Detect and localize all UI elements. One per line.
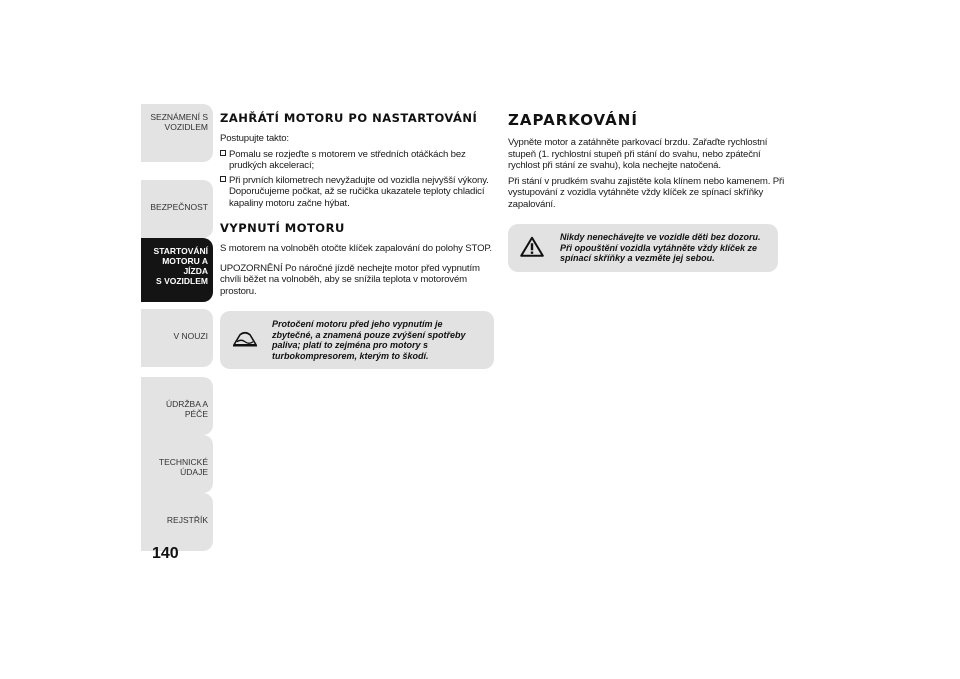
warning-icon bbox=[520, 236, 544, 260]
tab-startovani-motoru[interactable] bbox=[141, 238, 213, 302]
page-number: 140 bbox=[152, 545, 179, 562]
tab-label: BEZPEČNOST bbox=[150, 202, 208, 212]
tab-technicke-udaje[interactable] bbox=[141, 435, 213, 493]
paragraph: UPOZORNĚNÍ Po náročné jízdě nechejte motor před vypnutím chvíli běžet na volnoběh, aby se snížila teplota v motorovém prostoru. bbox=[220, 262, 480, 297]
paragraph: Vypněte motor a zatáhněte parkovací brzdu. Zařaďte rychlostní stupeň (1. rychlostní stupeň při stání do svahu, nebo zpáteční rychlost při stání ze svahu), kola nechejte natočená. bbox=[508, 137, 768, 171]
note-text: Nikdy nenechávejte ve vozidle děti bez dozoru. Při opouštění vozidla vytáhněte vždy klíček ze spínací skříňky a vezměte jej sebou. bbox=[560, 232, 761, 263]
tab-label: SEZNÁMENÍ S VOZIDLEM bbox=[150, 112, 208, 132]
tab-udrzba-a-pece[interactable] bbox=[141, 377, 213, 435]
heading-vypnuti-motoru: VYPNUTÍ MOTORU bbox=[220, 221, 345, 235]
heading-zahrati-motoru: ZAHŘÁTÍ MOTORU PO NASTARTOVÁNÍ bbox=[220, 111, 478, 125]
note-text: Protočení motoru před jeho vypnutím je zbytečné, a znamená pouze zvýšení spotřeby paliva; platí to zejména pro motory s turbokompresorem, kterým to škodí. bbox=[272, 319, 466, 361]
tab-label: V NOUZI bbox=[173, 331, 208, 341]
warning-note bbox=[508, 224, 778, 272]
tab-label: STARTOVÁNÍ MOTORU A JÍZDA S VOZIDLEM bbox=[153, 246, 208, 286]
environment-note bbox=[220, 311, 494, 369]
paragraph: S motorem na volnoběh otočte klíček zapalování do polohy STOP. bbox=[220, 243, 492, 254]
bullet-item bbox=[220, 175, 495, 210]
tab-rejstrik[interactable] bbox=[141, 493, 213, 551]
right-column bbox=[508, 111, 788, 272]
bullet-square-icon bbox=[220, 150, 226, 156]
tab-label: TECHNICKÉ ÚDAJE bbox=[158, 457, 208, 477]
intro-text: Postupujte takto: bbox=[220, 133, 289, 144]
paragraph: Při stání v prudkém svahu zajistěte kola klínem nebo kamenem. Při vystupování z vozidla vytáhněte vždy klíček ze spínací skříňky zapalování. bbox=[508, 175, 785, 210]
bullet-item bbox=[220, 149, 495, 172]
tab-seznameni-s-vozidlem[interactable] bbox=[141, 104, 213, 162]
tab-bezpecnost[interactable] bbox=[141, 180, 213, 238]
heading-zaparkovani: ZAPARKOVÁNÍ bbox=[508, 111, 638, 129]
tab-label: REJSTŘÍK bbox=[166, 515, 208, 525]
bullet-text: Při prvních kilometrech nevyžadujte od vozidla nejvyšší výkony. Doporučujeme počkat, až se ručička ukazatele teploty chladicí kapaliny motoru začne hýbat. bbox=[229, 174, 489, 209]
left-column bbox=[220, 111, 495, 369]
environment-icon bbox=[232, 330, 258, 351]
tab-v-nouzi[interactable] bbox=[141, 309, 213, 367]
bullet-square-icon bbox=[220, 176, 226, 182]
bullet-text: Pomalu se rozjeďte s motorem ve středních otáčkách bez prudkých akcelerací; bbox=[229, 148, 466, 171]
tab-label: ÚDRŽBA A PÉČE bbox=[165, 399, 208, 419]
